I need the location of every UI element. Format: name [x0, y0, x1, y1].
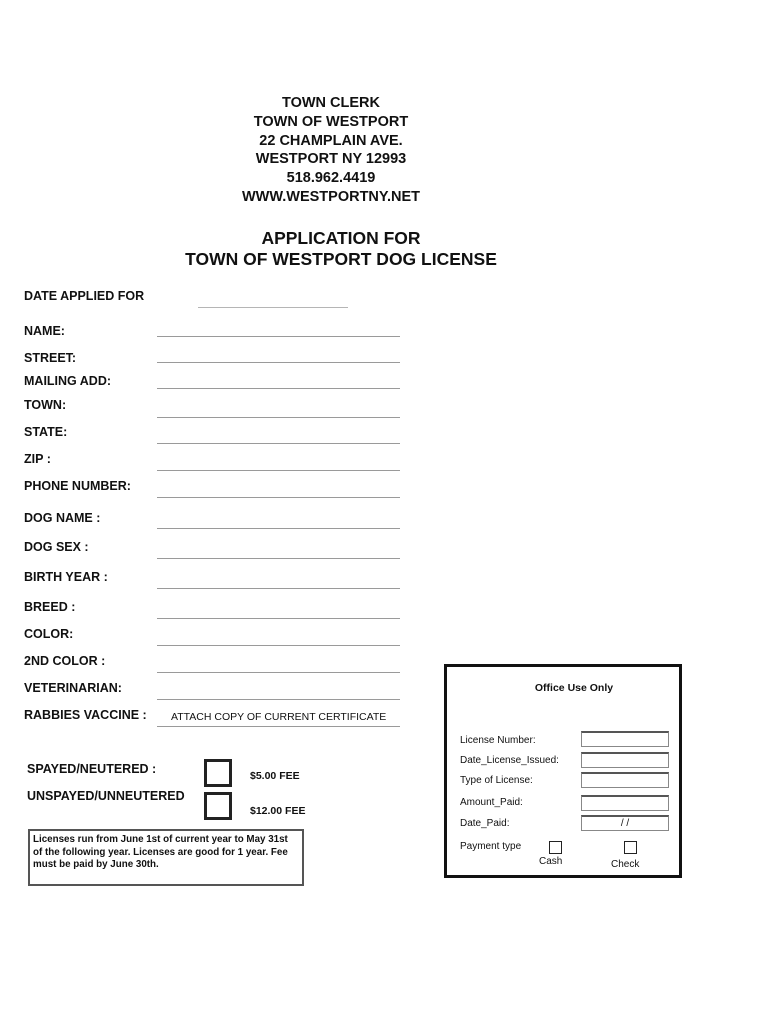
veterinarian-field[interactable]	[157, 699, 400, 700]
dog-sex-label: DOG SEX :	[24, 540, 89, 554]
license-type-field[interactable]	[581, 772, 669, 788]
check-checkbox[interactable]	[624, 841, 637, 854]
date-paid-field[interactable]: / /	[581, 815, 669, 831]
name-field[interactable]	[157, 336, 400, 337]
office-use-box	[444, 664, 682, 878]
town-field[interactable]	[157, 417, 400, 418]
amount-paid-label: Amount_Paid:	[460, 797, 523, 808]
license-number-field[interactable]	[581, 731, 669, 747]
breed-label: BREED :	[24, 600, 76, 614]
title-line-1: APPLICATION FOR	[261, 228, 421, 248]
date-applied-field[interactable]	[198, 307, 348, 308]
state-field[interactable]	[157, 443, 400, 444]
license-period-notice: Licenses run from June 1st of current year to May 31st of the following year. Licenses are good for 1 year. Fee must be paid by June 30th.	[28, 829, 304, 886]
breed-field[interactable]	[157, 618, 400, 619]
header-line: WESTPORT NY 12993	[255, 151, 407, 168]
birth-year-field[interactable]	[157, 588, 400, 589]
name-label: NAME:	[24, 324, 65, 338]
date-applied-label: DATE APPLIED FOR	[24, 289, 145, 303]
amount-paid-field[interactable]	[581, 795, 669, 811]
rabies-note: ATTACH COPY OF CURRENT CERTIFICATE	[171, 711, 387, 723]
check-label: Check	[611, 859, 640, 870]
header-line: 518.962.4419	[286, 170, 376, 187]
town-label: TOWN:	[24, 398, 67, 412]
unspayed-checkbox[interactable]	[204, 792, 232, 820]
dog-name-field[interactable]	[157, 528, 400, 529]
spayed-label: SPAYED/NEUTERED :	[27, 762, 157, 776]
date-issued-label: Date_License_Issued:	[460, 755, 559, 766]
header-line: TOWN OF WESTPORT	[253, 113, 409, 130]
spayed-checkbox[interactable]	[204, 759, 232, 787]
form-title	[0, 228, 682, 270]
mailing-field[interactable]	[157, 388, 400, 389]
dog-name-label: DOG NAME :	[24, 511, 101, 525]
phone-label: PHONE NUMBER:	[24, 479, 131, 493]
title-line-2: TOWN OF WESTPORT DOG LICENSE	[185, 249, 497, 269]
date-paid-label: Date_Paid:	[460, 818, 510, 829]
rabies-vaccine-label: RABBIES VACCINE :	[24, 708, 147, 722]
street-field[interactable]	[157, 362, 400, 363]
second-color-label: 2ND COLOR :	[24, 654, 106, 668]
office-use-title: Office Use Only	[534, 682, 614, 694]
header-line: WWW.WESTPORTNY.NET	[241, 188, 420, 205]
birth-year-label: BIRTH YEAR :	[24, 570, 108, 584]
license-number-label: License Number:	[460, 735, 536, 746]
dog-sex-field[interactable]	[157, 558, 400, 559]
color-label: COLOR:	[24, 627, 74, 641]
license-type-label: Type of License:	[460, 775, 533, 786]
date-issued-field[interactable]	[581, 752, 669, 768]
header-line: TOWN CLERK	[281, 95, 380, 111]
cash-checkbox[interactable]	[549, 841, 562, 854]
zip-field[interactable]	[157, 470, 400, 471]
state-label: STATE:	[24, 425, 68, 439]
zip-label: ZIP :	[24, 452, 51, 466]
phone-field[interactable]	[157, 497, 400, 498]
header-line: 22 CHAMPLAIN AVE.	[259, 132, 403, 149]
payment-type-label: Payment type	[460, 841, 522, 852]
unspayed-label: UNSPAYED/UNNEUTERED	[27, 789, 185, 803]
town-clerk-header	[0, 94, 662, 207]
mailing-label: MAILING ADD:	[24, 374, 112, 388]
color-field[interactable]	[157, 645, 400, 646]
street-label: STREET:	[24, 351, 77, 365]
second-color-field[interactable]	[157, 672, 400, 673]
unspayed-fee: $12.00 FEE	[250, 805, 306, 817]
spayed-fee: $5.00 FEE	[250, 770, 300, 782]
veterinarian-label: VETERINARIAN:	[24, 681, 122, 695]
rabies-vaccine-field[interactable]	[157, 726, 400, 727]
cash-label: Cash	[539, 856, 563, 867]
